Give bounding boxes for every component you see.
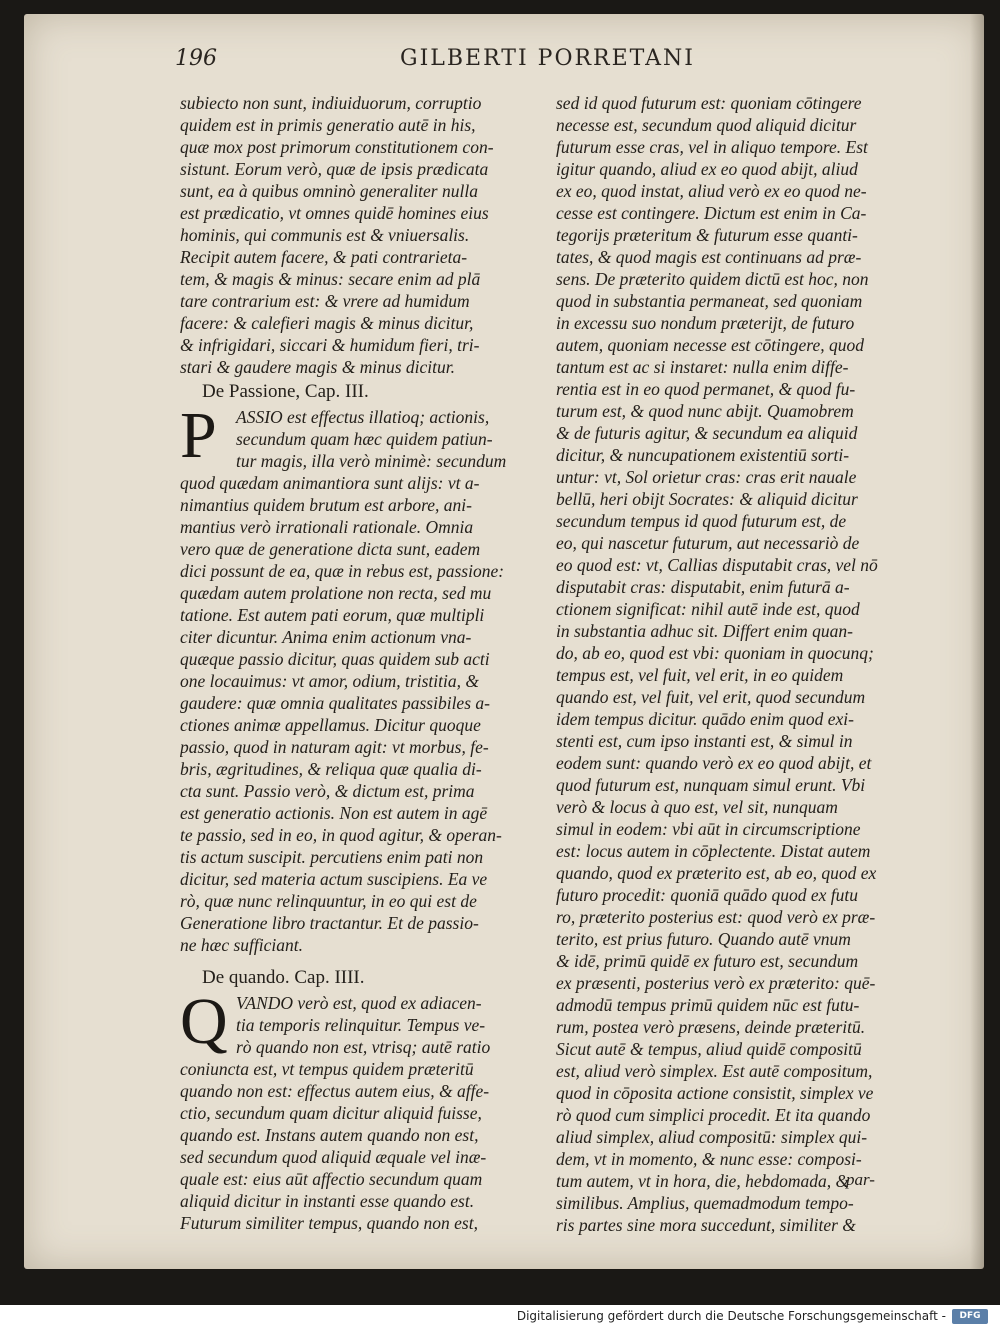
text-line: untur: vt, Sol orietur cras: cras erit nauale bbox=[556, 467, 857, 487]
text-line: quando, quod ex præterito est, ab eo, quod ex bbox=[556, 863, 877, 883]
text-line: tare contrarium est: & vrere ad humidum bbox=[180, 291, 470, 311]
funding-notice: Digitalisierung gefördert durch die Deutsche Forschungsgemeinschaft - bbox=[516, 1309, 946, 1323]
text-line: quando non est: effectus autem eius, & affe- bbox=[180, 1081, 490, 1101]
text-line: tantum est ac si instaret: nulla enim diffe- bbox=[556, 357, 849, 377]
text-line: quale est: eius aūt affectio secundum quam bbox=[180, 1169, 483, 1189]
text-line: in substantia adhuc sit. Differt enim quan- bbox=[556, 621, 854, 641]
text-line: hominis, qui communis est & vniuersalis. bbox=[180, 225, 470, 245]
text-line: rò quod cum simplici procedit. Et ita quando bbox=[556, 1105, 871, 1125]
text-line: admodū tempus primū quidem nūc est futu- bbox=[556, 995, 860, 1015]
text-line: tur magis, illa verò minimè: secundum bbox=[236, 451, 507, 471]
drop-cap-q: Q bbox=[180, 985, 228, 1058]
text-line: bellū, heri obijt Socrates: & aliquid dicitur bbox=[556, 489, 858, 509]
text-line: tempus est, vel fuit, vel erit, in eo quidem bbox=[556, 665, 844, 685]
text-line: eo, qui nascetur futurum, aut necessariò de bbox=[556, 533, 860, 553]
footer-bar bbox=[0, 1305, 1000, 1328]
text-line: eo quod est: vt, Callias disputabit cras, vel nō bbox=[556, 555, 878, 575]
chapter-heading-passione: De Passione, Cap. III. bbox=[202, 381, 369, 402]
running-title: GILBERTI PORRETANI bbox=[400, 46, 695, 71]
text-line: ne hæc sufficiant. bbox=[180, 935, 303, 955]
text-line: & de futuris agitur, & secundum ea aliquid bbox=[556, 423, 858, 443]
text-line: rò quando non est, vtrisq; autē ratio bbox=[236, 1037, 491, 1057]
text-line: dem, vt in momento, & nunc esse: composi- bbox=[556, 1149, 862, 1169]
text-line: dicitur, sed materia actum suscipiens. Ea ve bbox=[180, 869, 488, 889]
text-line: coniuncta est, vt tempus quidem præteritū bbox=[180, 1059, 474, 1079]
text-line: quidem est in primis generatio autē in his, bbox=[180, 115, 476, 135]
text-line: ex præsenti, posterius verò ex præterito: quē- bbox=[556, 973, 876, 993]
text-line: Recipit autem facere, & pati contrarieta- bbox=[180, 247, 468, 267]
text-line: quædam autem prolatione non recta, sed mu bbox=[180, 583, 492, 603]
text-line: rum, postea verò præsens, deinde præteritū. bbox=[556, 1017, 866, 1037]
text-line: sunt, ea à quibus omninò generaliter nulla bbox=[180, 181, 478, 201]
text-line: ctio, secundum quam dicitur aliquid fuisse, bbox=[180, 1103, 482, 1123]
text-line: futuro procedit: quoniā quādo quod ex futu bbox=[556, 885, 859, 905]
text-line: & infrigidari, siccari & humidum fieri, tri- bbox=[180, 335, 480, 355]
chapter-heading-quando: De quando. Cap. IIII. bbox=[202, 967, 365, 988]
text-line: igitur quando, aliud ex eo quod abijt, aliud bbox=[556, 159, 858, 179]
left-column bbox=[180, 92, 540, 1234]
text-line: VANDO verò est, quod ex adiacen- bbox=[236, 993, 482, 1013]
dfg-logo: DFG bbox=[952, 1309, 988, 1324]
text-line: disputabit cras: disputabit, enim futurā a- bbox=[556, 577, 850, 597]
text-line: ro, præterito posterius est: quod verò ex præ- bbox=[556, 907, 876, 927]
text-line: subiecto non sunt, indiuiduorum, corruptio bbox=[180, 93, 482, 113]
text-line: Sicut autē & tempus, aliud quidē compositū bbox=[556, 1039, 862, 1059]
text-line: secundum tempus id quod futurum est, de bbox=[556, 511, 847, 531]
text-line: & idē, primū quidē ex futuro est, secundum bbox=[556, 951, 859, 971]
text-line: ASSIO est effectus illatioq; actionis, bbox=[236, 407, 490, 427]
text-line: dici possunt de ea, quæ in rebus est, passione: bbox=[180, 561, 505, 581]
text-line: sistunt. Eorum verò, quæ de ipsis prædicata bbox=[180, 159, 489, 179]
text-line: bris, ægritudines, & reliqua quæ qualia di- bbox=[180, 759, 482, 779]
drop-cap-p: P bbox=[180, 399, 217, 472]
text-line: do, ab eo, quod est vbi: quoniam in quocunq; bbox=[556, 643, 874, 663]
text-line: turum est, & quod nunc abijt. Quamobrem bbox=[556, 401, 854, 421]
text-line: sed id quod futurum est: quoniam cōtingere bbox=[556, 93, 862, 113]
text-line: idem tempus dicitur. quādo enim quod exi- bbox=[556, 709, 854, 729]
text-line: citer dicuntur. Anima enim actionum vna- bbox=[180, 627, 472, 647]
text-line: terito, est prius futuro. Quando autē vnum bbox=[556, 929, 851, 949]
text-line: mantius verò irrationali rationale. Omnia bbox=[180, 517, 474, 537]
text-line: eodem sunt: quando verò ex eo quod abijt, et bbox=[556, 753, 872, 773]
text-line: est: locus autem in cōplectente. Distat autem bbox=[556, 841, 871, 861]
text-line: quæ mox post primorum constitutionem con- bbox=[180, 137, 494, 157]
text-line: quod futurum est, nunquam simul erunt. Vbi bbox=[556, 775, 866, 795]
right-column bbox=[556, 92, 916, 1236]
text-line: tates, & quod magis est continuans ad præ- bbox=[556, 247, 862, 267]
text-line: quod quædam animantiora sunt alijs: vt a- bbox=[180, 473, 480, 493]
text-line: ex eo, quod instat, aliud verò ex eo quod ne- bbox=[556, 181, 867, 201]
text-line: in excessu suo nondum præterijt, de futuro bbox=[556, 313, 855, 333]
text-line: Generatione libro tractantur. Et de passio- bbox=[180, 913, 479, 933]
text-line: one locauimus: vt amor, odium, tristitia, & bbox=[180, 671, 479, 691]
text-line: Futurum similiter tempus, quando non est, bbox=[180, 1213, 478, 1233]
text-line: quod in substantia permaneat, sed quoniam bbox=[556, 291, 863, 311]
text-line: rentia est in eo quod permanet, & quod fu- bbox=[556, 379, 856, 399]
text-line: te passio, sed in eo, in quod agitur, & operan- bbox=[180, 825, 502, 845]
text-line: simul in eodem: vbi aūt in circumscriptione bbox=[556, 819, 861, 839]
text-line: quod in cōposita actione consistit, simplex ve bbox=[556, 1083, 874, 1103]
text-line: gaudere: quæ omnia qualitates passibiles a- bbox=[180, 693, 490, 713]
text-line: tis actum suscipit. percutiens enim pati non bbox=[180, 847, 484, 867]
text-line: sens. De præterito quidem dictū est hoc, non bbox=[556, 269, 869, 289]
text-line: stenti est, cum ipso instanti est, & simul in bbox=[556, 731, 853, 751]
text-line: aliquid dicitur in instanti esse quando est. bbox=[180, 1191, 475, 1211]
text-line: ctionem significat: nihil autē inde est, quod bbox=[556, 599, 860, 619]
text-line: secundum quam hæc quidem patiun- bbox=[236, 429, 493, 449]
text-line: nimantius quidem brutum est arbore, ani- bbox=[180, 495, 472, 515]
text-line: ctiones animæ appellamus. Dicitur quoque bbox=[180, 715, 481, 735]
text-line: quæque passio dicitur, quas quidem sub acti bbox=[180, 649, 490, 669]
text-line: cesse est contingere. Dictum est enim in Ca- bbox=[556, 203, 867, 223]
text-line: sed secundum quod aliquid æquale vel inæ- bbox=[180, 1147, 487, 1167]
text-line: necesse est, secundum quod aliquid dicitur bbox=[556, 115, 857, 135]
text-line: facere: & calefieri magis & minus dicitur, bbox=[180, 313, 474, 333]
text-line: verò & locus à quo est, vel sit, nunquam bbox=[556, 797, 838, 817]
text-line: ris partes sine mora succedunt, similiter & bbox=[556, 1215, 856, 1235]
text-line: quando est. Instans autem quando non est, bbox=[180, 1125, 479, 1145]
text-line: tem, & magis & minus: secare enim ad plā bbox=[180, 269, 481, 289]
text-line: aliud simplex, aliud compositū: simplex qui- bbox=[556, 1127, 868, 1147]
text-line: tegorijs præteritum & futurum esse quanti- bbox=[556, 225, 858, 245]
text-line: quando est, vel fuit, vel erit, quod secundum bbox=[556, 687, 866, 707]
text-line: rò, quæ nunc relinquuntur, in eo qui est de bbox=[180, 891, 477, 911]
text-line: est generatio actionis. Non est autem in agē bbox=[180, 803, 488, 823]
text-line: vero quæ de generatione dicta sunt, eadem bbox=[180, 539, 481, 559]
page-header bbox=[175, 46, 935, 82]
text-line: cta sunt. Passio verò, & dictum est, prima bbox=[180, 781, 475, 801]
text-line: dicitur, & nuncupationem existentiū sorti- bbox=[556, 445, 850, 465]
page-number: 196 bbox=[175, 46, 217, 71]
text-line: tatione. Est autem pati eorum, quæ multipli bbox=[180, 605, 485, 625]
text-line: est, aliud verò simplex. Est autē compositum, bbox=[556, 1061, 873, 1081]
text-line: stari & gaudere magis & minus dicitur. bbox=[180, 357, 455, 377]
text-line: futurum esse cras, vel in aliquo tempore. Est bbox=[556, 137, 868, 157]
text-line: tia temporis relinquitur. Tempus ve- bbox=[236, 1015, 486, 1035]
text-line: autem, quoniam necesse est cōtingere, quod bbox=[556, 335, 864, 355]
text-line: tum autem, vt in hora, die, hebdomada, & bbox=[556, 1171, 850, 1191]
catchword: par- bbox=[846, 1170, 875, 1189]
text-line: passio, quod in naturam agit: vt morbus, fe- bbox=[180, 737, 489, 757]
text-line: est prædicatio, vt omnes quidē homines eius bbox=[180, 203, 489, 223]
text-line: similibus. Amplius, quemadmodum tempo- bbox=[556, 1193, 854, 1213]
